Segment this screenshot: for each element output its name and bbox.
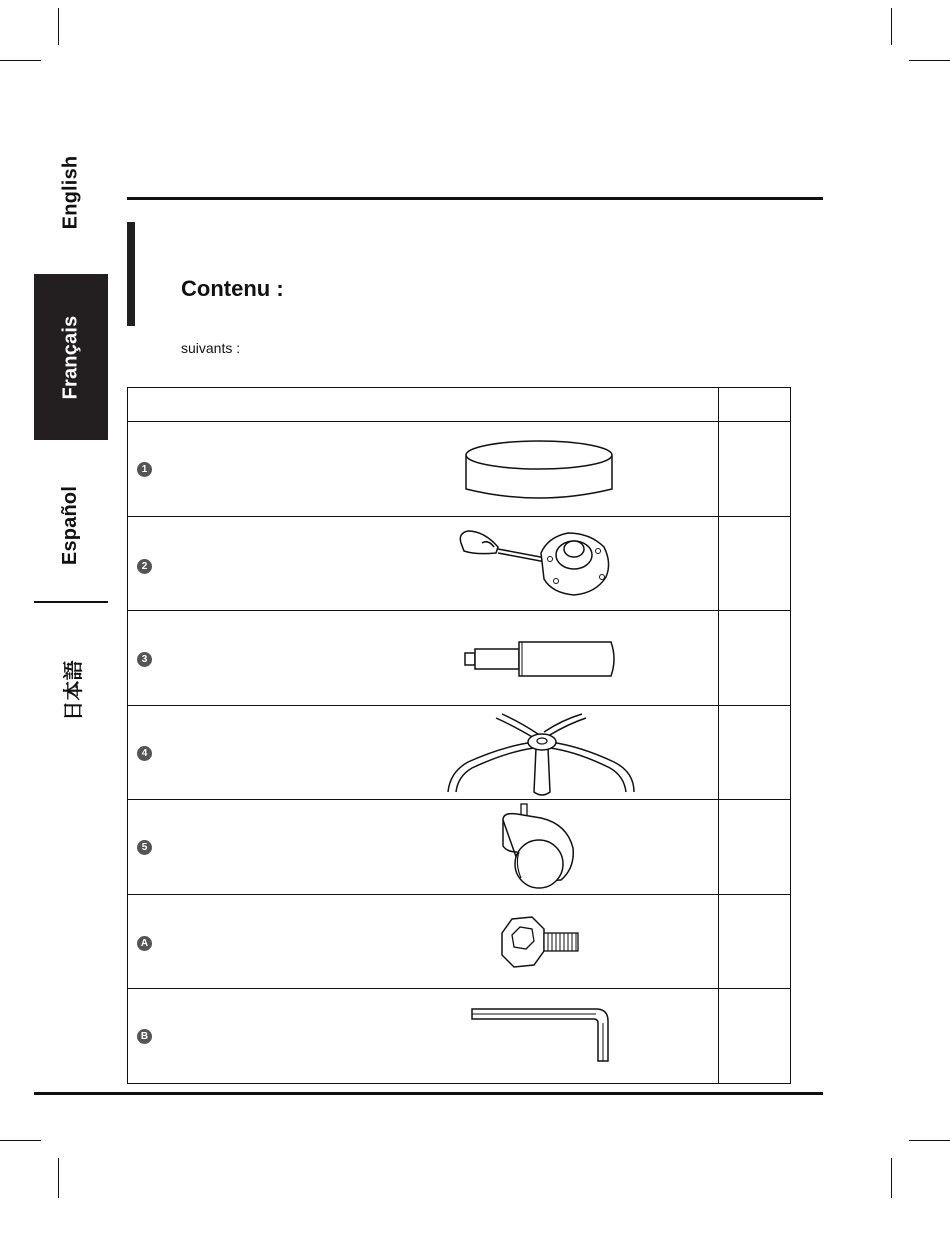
tab-francais-label: Français <box>59 315 82 399</box>
tab-japanese[interactable] <box>34 640 108 740</box>
gas-cylinder-icon <box>463 640 619 678</box>
contents-table <box>127 387 791 1084</box>
table-row <box>128 895 790 990</box>
bolt-icon <box>496 911 582 973</box>
crop-mark <box>0 1140 41 1141</box>
table-row <box>128 517 790 612</box>
tab-english-label: English <box>59 155 82 230</box>
section-accent-bar <box>127 222 135 326</box>
crop-mark <box>58 8 59 45</box>
crop-mark <box>0 60 41 61</box>
tab-espanol[interactable] <box>34 470 108 580</box>
table-row <box>128 989 790 1084</box>
section-heading: Contenu : <box>181 276 284 301</box>
section-intro: suivants : <box>181 340 241 356</box>
crop-mark <box>891 1158 892 1198</box>
table-row <box>128 800 790 895</box>
part-marker: 3 <box>137 652 152 667</box>
part-marker: A <box>137 936 152 951</box>
tab-separator <box>34 601 108 603</box>
bottom-rule <box>34 1092 823 1095</box>
tab-english[interactable] <box>34 140 108 245</box>
part-marker: 1 <box>137 462 152 477</box>
crop-mark <box>891 8 892 45</box>
crop-mark <box>58 1158 59 1198</box>
seat-mechanism-icon <box>456 523 620 603</box>
part-marker: 4 <box>137 746 152 761</box>
table-row <box>128 611 790 706</box>
crop-mark <box>909 1140 950 1141</box>
part-marker: B <box>137 1029 152 1044</box>
part-marker: 5 <box>137 840 152 855</box>
top-rule <box>127 197 823 200</box>
table-header <box>128 388 790 422</box>
part-marker: 2 <box>137 559 152 574</box>
table-row <box>128 706 790 801</box>
caster-wheel-icon <box>497 802 579 892</box>
seat-cushion-icon <box>463 437 615 503</box>
tab-japanese-label: 日本語 <box>62 659 85 721</box>
tab-francais[interactable] <box>34 274 108 440</box>
tab-espanol-label: Español <box>59 485 82 565</box>
hex-key-icon <box>470 1005 616 1065</box>
table-row <box>128 422 790 517</box>
star-base-icon <box>444 712 640 796</box>
crop-mark <box>909 60 950 61</box>
